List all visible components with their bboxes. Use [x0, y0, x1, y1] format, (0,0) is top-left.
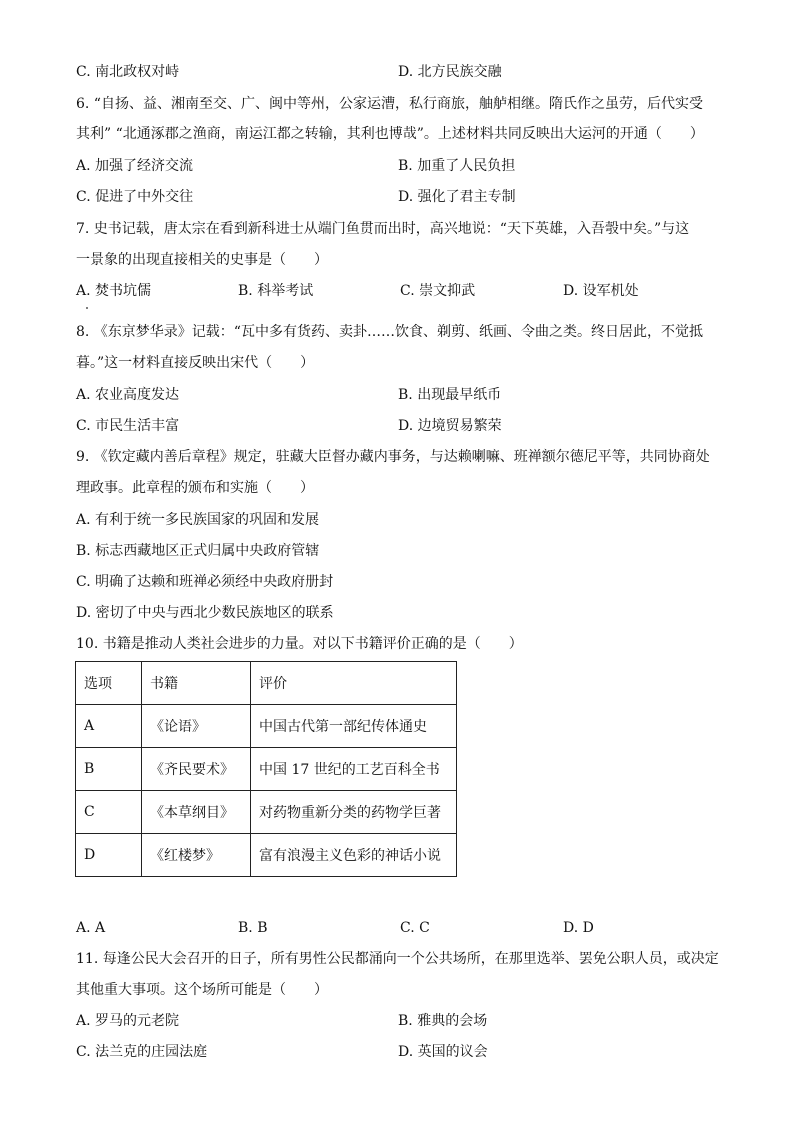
q11-option-a: A. 罗马的元老院	[76, 1013, 180, 1029]
q11-option-b: B. 雅典的会场	[398, 1013, 488, 1029]
q6-option-b: B. 加重了人民负担	[398, 158, 516, 174]
q8-option-a: A. 农业高度发达	[76, 387, 180, 403]
table-row	[76, 748, 457, 791]
q9-option-b: B. 标志西藏地区正式归属中央政府管辖	[76, 543, 320, 559]
table-header-cell: 书籍	[142, 662, 251, 705]
q7-option-c: C. 崇文抑武	[400, 283, 476, 299]
q6-option-a: A. 加强了经济交流	[76, 158, 194, 174]
q6-stem-line2: 其利” “北通涿郡之渔商，南运江都之转输，其利也博哉”。上述材料共同反映出大运河的开通（ ）	[76, 126, 704, 142]
stray-dot-mark	[86, 307, 88, 309]
q6-option-c: C. 促进了中外交往	[76, 189, 194, 205]
table-row	[76, 791, 457, 834]
table-cell: 《齐民要术》	[142, 748, 251, 791]
q8-option-d: D. 边境贸易繁荣	[398, 418, 502, 434]
q9-stem-line2: 理政事。此章程的颁布和实施（ ）	[76, 480, 314, 496]
q9-option-c: C. 明确了达赖和班禅必须经中央政府册封	[76, 574, 334, 590]
table-cell: 中国 17 世纪的工艺百科全书	[251, 748, 457, 791]
q6-stem-line1: 6. “自扬、益、湘南至交、广、闽中等州，公家运漕，私行商旅，舳舻相继。隋氏作之虽劳，后代实受	[76, 96, 703, 112]
q10-option-b: B. B	[238, 920, 268, 936]
q5-option-d: D. 北方民族交融	[398, 64, 502, 80]
table-header-cell: 评价	[251, 662, 457, 705]
table-header-row	[76, 662, 457, 705]
q9-stem-line1: 9. 《钦定藏内善后章程》规定，驻藏大臣督办藏内事务，与达赖喇嘛、班禅额尔德尼平等，共同协商处	[76, 449, 710, 465]
q9-option-d: D. 密切了中央与西北少数民族地区的联系	[76, 605, 334, 621]
table-cell: 富有浪漫主义色彩的神话小说	[251, 834, 457, 877]
q11-option-c: C. 法兰克的庄园法庭	[76, 1044, 208, 1060]
q5-option-c: C. 南北政权对峙	[76, 64, 180, 80]
books-table	[75, 661, 457, 877]
q9-option-a: A. 有利于统一多民族国家的巩固和发展	[76, 512, 320, 528]
q7-option-d: D. 设军机处	[563, 283, 639, 299]
table-cell: B	[76, 748, 142, 791]
table-cell: 《论语》	[142, 705, 251, 748]
q6-option-d: D. 强化了君主专制	[398, 189, 516, 205]
q10-option-c: C. C	[400, 920, 430, 936]
table-cell: 中国古代第一部纪传体通史	[251, 705, 457, 748]
q8-stem-line1: 8. 《东京梦华录》记载：“瓦中多有货药、卖卦……饮食、剃剪、纸画、令曲之类。终日居此，不觉抵	[76, 324, 703, 340]
table-cell: 对药物重新分类的药物学巨著	[251, 791, 457, 834]
q7-stem-line1: 7. 史书记载，唐太宗在看到新科进士从端门鱼贯而出时，高兴地说：“天下英雄，入吾彀中矣。”与这	[76, 221, 690, 237]
table-row	[76, 705, 457, 748]
q7-option-a: A. 焚书坑儒	[76, 283, 152, 299]
q11-option-d: D. 英国的议会	[398, 1044, 488, 1060]
q11-stem-line1: 11. 每逢公民大会召开的日子，所有男性公民都涌向一个公共场所，在那里选举、罢免公职人员，或决定	[76, 951, 719, 967]
table-cell: C	[76, 791, 142, 834]
q8-option-c: C. 市民生活丰富	[76, 418, 180, 434]
table-cell: 《红楼梦》	[142, 834, 251, 877]
q7-option-b: B. 科举考试	[238, 283, 314, 299]
q8-option-b: B. 出现最早纸币	[398, 387, 502, 403]
table-header-cell: 选项	[76, 662, 142, 705]
q10-option-a: A. A	[76, 920, 106, 936]
q7-stem-line2: 一景象的出现直接相关的史事是（ ）	[76, 252, 328, 268]
q10-stem-line1: 10. 书籍是推动人类社会进步的力量。对以下书籍评价正确的是（ ）	[76, 636, 523, 652]
table-cell: D	[76, 834, 142, 877]
q10-option-d: D. D	[563, 920, 594, 936]
q8-stem-line2: 暮。”这一材料直接反映出宋代（ ）	[76, 355, 315, 371]
q11-stem-line2: 其他重大事项。这个场所可能是（ ）	[76, 982, 328, 998]
table-row	[76, 834, 457, 877]
table-cell: 《本草纲目》	[142, 791, 251, 834]
table-cell: A	[76, 705, 142, 748]
